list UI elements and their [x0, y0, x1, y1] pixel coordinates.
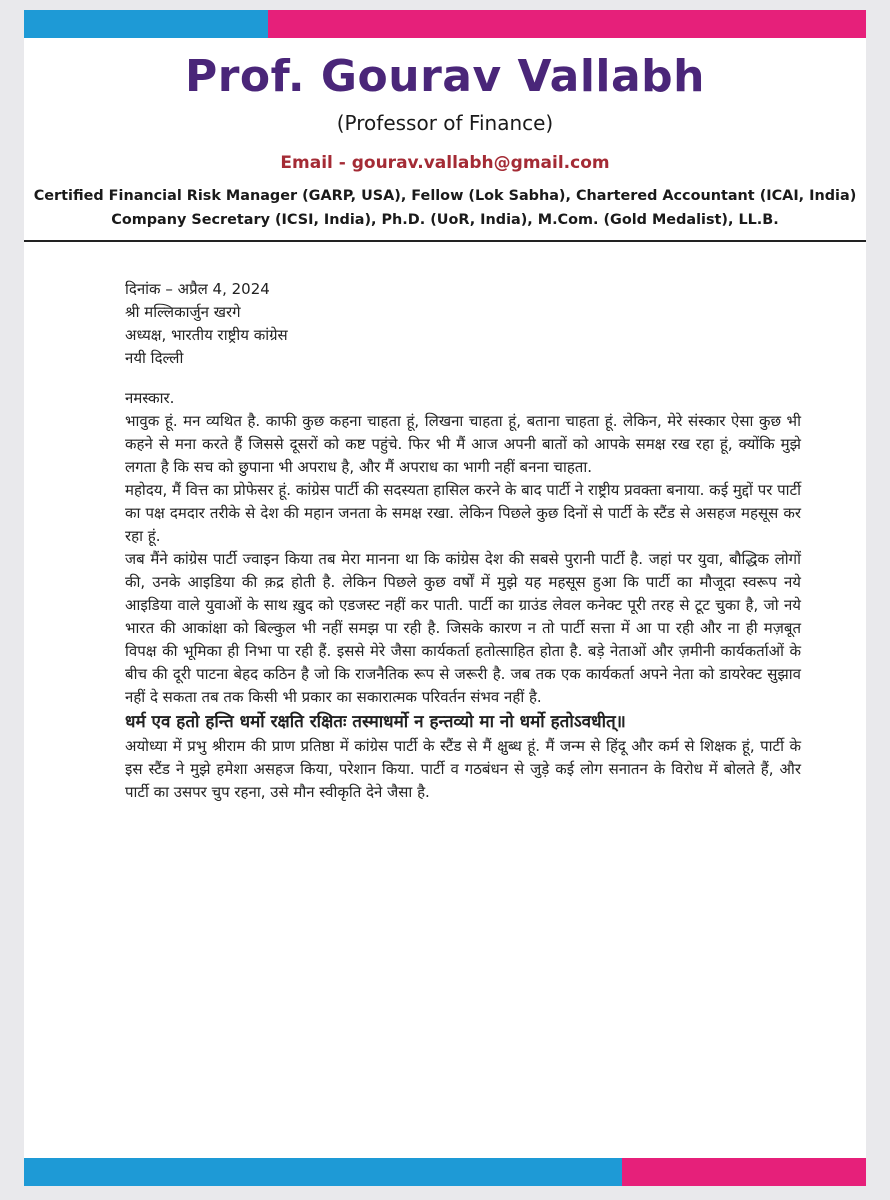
- sanskrit-shloka: धर्म एव हतो हन्ति धर्मो रक्षति रक्षितः तस्माधर्मो न हन्तव्यो मा नो धर्मो हतोऽवधीत्॥: [125, 712, 626, 732]
- top-band-pink-segment: [268, 10, 866, 38]
- recipient-name: श्री मल्लिकार्जुन खरगे: [125, 303, 241, 321]
- paragraph-2: महोदय, मैं वित्त का प्रोफेसर हूं. कांग्रेस पार्टी की सदस्यता हासिल करने के बाद पार्टी ने राष्ट्रीय प्रवक्ता बनाया. कई मुद्दों पर पार्टी का पक्ष दमदार तरीके से देश की महान जनता के समक्ष रखा. लेकिन पिछले कुछ दिनों से पार्टी के स्टैंड से असहज महसूस कर रहा हूं.: [125, 481, 801, 545]
- greeting: नमस्कार.: [125, 389, 175, 407]
- top-color-band: [24, 10, 866, 38]
- letterhead-credentials-line-2: Company Secretary (ICSI, India), Ph.D. (UoR, India), M.Com. (Gold Medalist), LL.B.: [111, 212, 779, 228]
- letterhead: [24, 48, 866, 232]
- paragraph-1: भावुक हूं. मन व्यथित है. काफी कुछ कहना चाहता हूं, लिखना चाहता हूं, बताना चाहता हूं. लेकिन, मेरे संस्कार ऐसा कुछ भी कहने से मना करते हैं जिससे दूसरों को कष्ट पहुंचे. फिर भी मैं आज अपनी बातों को आपके समक्ष रख रहा हूं, क्योंकि मुझे लगता है कि सच को छुपाना भी अपराध है, और मैं अपराध का भागी नहीं बनना चाहता.: [125, 412, 801, 476]
- bottom-band-pink-segment: [622, 1158, 866, 1186]
- letterhead-divider: [24, 240, 866, 242]
- letterhead-subtitle: (Professor of Finance): [336, 111, 554, 135]
- top-band-blue-segment: [24, 10, 268, 38]
- letter-body: [125, 278, 801, 804]
- bottom-band-blue-segment: [24, 1158, 622, 1186]
- paragraph-4: अयोध्या में प्रभु श्रीराम की प्राण प्रतिष्ठा में कांग्रेस पार्टी के स्टैंड से मैं क्षुब्ध हूं. मैं जन्म से हिंदू और कर्म से शिक्षक हूं, पार्टी के इस स्टैंड ने मुझे हमेशा असहज किया, परेशान किया. पार्टी व गठबंधन से जुड़े कई लोग सनातन के विरोध में बोलते हैं, और पार्टी का उसपर चुप रहना, उसे मौन स्वीकृति देने जैसा है.: [125, 737, 801, 801]
- recipient-title: अध्यक्ष, भारतीय राष्ट्रीय कांग्रेस: [125, 326, 288, 344]
- recipient-address: [125, 301, 801, 370]
- letterhead-name: Prof. Gourav Vallabh: [184, 51, 706, 102]
- letter-date: दिनांक – अप्रैल 4, 2024: [125, 280, 270, 298]
- bottom-color-band: [24, 1158, 866, 1186]
- letterhead-credentials-line-1: Certified Financial Risk Manager (GARP, USA), Fellow (Lok Sabha), Chartered Accountant (ICAI, India): [33, 188, 857, 204]
- paragraph-3: जब मैंने कांग्रेस पार्टी ज्वाइन किया तब मेरा मानना था कि कांग्रेस देश की सबसे पुरानी पार्टी है. जहां पर युवा, बौद्धिक लोगों की, उनके आइडिया की क़द्र होती है. लेकिन पिछले कुछ वर्षों में मुझे यह महसूस हुआ कि पार्टी का मौजूदा स्वरूप नये आइडिया वाले युवाओं के साथ ख़ुद को एडजस्ट नहीं कर पाती. पार्टी का ग्राउंड लेवल कनेक्ट पूरी तरह से टूट चुका है, जो नये भारत की आकांक्षा को बिल्कुल भी नहीं समझ पा रही है. जिसके कारण न तो पार्टी सत्ता में आ पा रही और ना ही मज़बूत विपक्ष की भूमिका ही निभा पा रही हैं. इससे मेरे जैसा कार्यकर्ता हतोत्साहित होता है. बड़े नेताओं और ज़मीनी कार्यकर्ताओं के बीच की दूरी पाटना बेहद कठिन है जो कि राजनैतिक रूप से जरूरी है. जब तक एक कार्यकर्ता अपने नेता को डायरेक्ट सुझाव नहीं दे सकता तब तक किसी भी प्रकार का सकारात्मक परिवर्तन संभव नहीं है.: [125, 550, 801, 706]
- recipient-city: नयी दिल्ली: [125, 349, 184, 367]
- letter-page: [24, 10, 866, 1186]
- letterhead-email: Email - gourav.vallabh@gmail.com: [280, 153, 610, 173]
